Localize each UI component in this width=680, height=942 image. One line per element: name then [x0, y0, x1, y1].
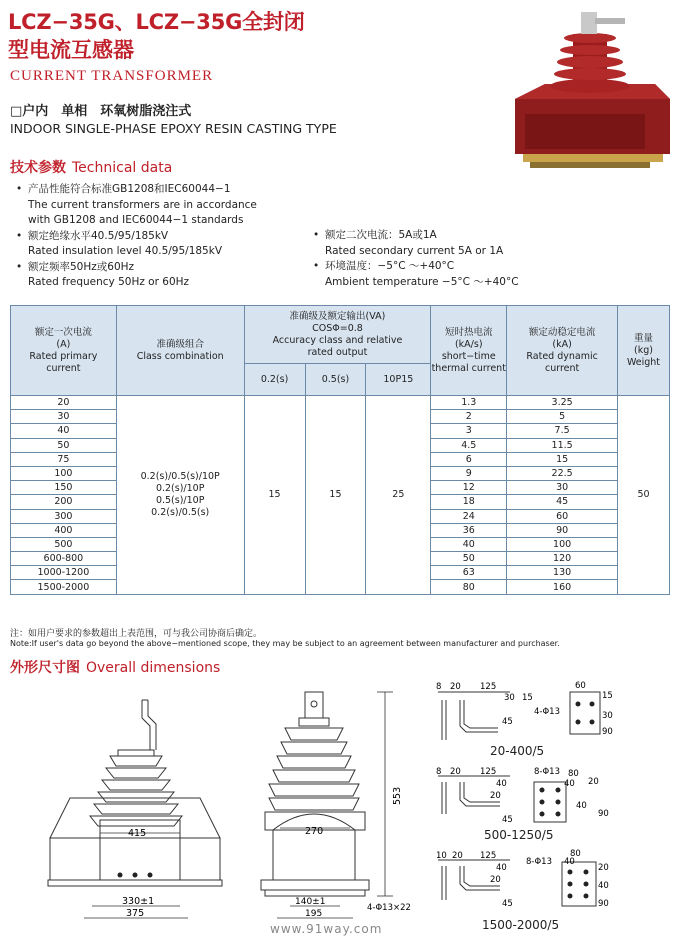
dynamic-cell: 90: [507, 523, 618, 537]
primary-current-cell: 75: [11, 452, 117, 466]
short-time-cell: 6: [431, 452, 507, 466]
svg-text:125: 125: [480, 682, 497, 692]
dim-side-553: 553: [392, 786, 403, 805]
svg-text:8-Φ13: 8-Φ13: [534, 767, 560, 777]
dims-heading: [10, 657, 220, 677]
header-short-time: 短时热电流 (kA/s) short−time thermal current: [431, 306, 507, 396]
primary-current-cell: 600-800: [11, 552, 117, 566]
short-time-cell: 18: [431, 495, 507, 509]
subtitle-chinese: □户内 单相 环氧树脂浇注式: [10, 104, 192, 119]
header-primary: 额定一次电流 (A) Rated primary current: [11, 306, 117, 396]
note-chinese: 注：如用户要求的参数超出上表范围，可与我公司协商后确定。: [10, 629, 263, 639]
tech-heading: [10, 157, 172, 177]
svg-text:125: 125: [480, 851, 497, 861]
title-line1: LCZ−35G、LCZ−35G全封闭: [8, 10, 305, 34]
short-time-cell: 12: [431, 481, 507, 495]
spec-insulation-cn: 额定绝缘水平40.5/95/185kV: [28, 229, 169, 242]
primary-current-cell: 400: [11, 523, 117, 537]
spec-ambient-en: Ambient temperature −5°C ～+40°C: [325, 275, 519, 288]
svg-text:20: 20: [490, 791, 501, 801]
dynamic-cell: 15: [507, 452, 618, 466]
terminal-detail-2: [430, 764, 610, 832]
dynamic-cell: 60: [507, 509, 618, 523]
svg-text:8: 8: [436, 767, 442, 777]
spec-frequency-en: Rated frequency 50Hz or 60Hz: [28, 276, 190, 288]
short-time-cell: 40: [431, 537, 507, 551]
dim-front-375: 375: [126, 908, 145, 919]
short-time-cell: 2: [431, 410, 507, 424]
dynamic-cell: 30: [507, 481, 618, 495]
header-class: 准确级组合 Class combination: [116, 306, 244, 396]
dim-side-holes: 4-Φ13×22: [367, 903, 411, 913]
header-out-10p: 10P15: [366, 364, 431, 396]
svg-text:15: 15: [602, 691, 613, 701]
header-accuracy: 准确级及额定输出(VA) COSΦ=0.8 Accuracy class and relative rated output: [244, 306, 431, 364]
specs-right: • 额定二次电流：5A或1A Rated secondary current 5A or 1A • 环境温度：−5°C ～+40°C Ambient temperature −5°C ～+40°C: [313, 228, 519, 290]
svg-text:80: 80: [570, 849, 581, 859]
dynamic-cell: 120: [507, 552, 618, 566]
short-time-cell: 36: [431, 523, 507, 537]
dim-side-195: 195: [305, 909, 323, 919]
class-combination-item: 0.5(s)/10P: [155, 494, 205, 506]
svg-text:45: 45: [502, 815, 513, 825]
svg-text:20: 20: [450, 682, 461, 692]
spec-frequency-cn: 额定频率50Hz或60Hz: [28, 260, 135, 273]
product-photo: [505, 4, 675, 174]
output-02-cell: 15: [244, 396, 305, 595]
svg-text:40: 40: [564, 857, 575, 867]
output-10p-cell: 25: [366, 396, 431, 595]
primary-current-cell: 1000-1200: [11, 566, 117, 580]
note-english: Note:If user's data go beyond the above−mentioned scope, they may be subject to an agreement between manufacturer and purchaser.: [10, 639, 560, 648]
svg-text:90: 90: [602, 727, 613, 737]
svg-text:20: 20: [490, 875, 501, 885]
svg-text:30: 30: [602, 711, 613, 721]
spec-standard-cn: 产品性能符合标准GB1208和IEC60044−1: [28, 183, 231, 195]
header-out-02: 0.2(s): [244, 364, 305, 396]
dynamic-cell: 11.5: [507, 438, 618, 452]
dims-heading-en: Overall dimensions: [86, 660, 221, 676]
output-05-cell: 15: [305, 396, 366, 595]
primary-current-cell: 500: [11, 537, 117, 551]
weight-cell: 50: [618, 396, 670, 595]
spec-standard-en2: with GB1208 and IEC60044−1 standards: [28, 214, 244, 226]
svg-text:15: 15: [522, 693, 533, 703]
subtitle-english: INDOOR SINGLE-PHASE EPOXY RESIN CASTING TYPE: [10, 121, 337, 136]
tech-heading-cn: 技术参数: [10, 160, 66, 176]
svg-text:8: 8: [436, 682, 442, 692]
watermark: www.91way.com: [270, 922, 383, 936]
dynamic-cell: 45: [507, 495, 618, 509]
side-view-drawing: [255, 688, 420, 924]
class-combination-cell: [116, 396, 244, 595]
dynamic-cell: 100: [507, 537, 618, 551]
short-time-cell: 1.3: [431, 396, 507, 410]
dynamic-cell: 22.5: [507, 466, 618, 480]
primary-current-cell: 40: [11, 424, 117, 438]
spec-ambient-cn: 环境温度：−5°C ～+40°C: [325, 260, 455, 272]
terminal-label-1: 20-400/5: [490, 744, 545, 758]
short-time-cell: 24: [431, 509, 507, 523]
svg-text:20: 20: [450, 767, 461, 777]
svg-text:90: 90: [598, 809, 609, 819]
svg-text:60: 60: [575, 681, 586, 691]
svg-text:45: 45: [502, 899, 513, 909]
class-combination-item: 0.2(s)/0.5(s): [151, 506, 210, 518]
short-time-cell: 9: [431, 466, 507, 480]
primary-current-cell: 150: [11, 481, 117, 495]
terminal-label-2: 500-1250/5: [484, 828, 554, 842]
short-time-cell: 50: [431, 552, 507, 566]
svg-text:40: 40: [576, 801, 587, 811]
header-out-05: 0.5(s): [305, 364, 366, 396]
table-row: [11, 396, 670, 410]
svg-text:40: 40: [564, 779, 575, 789]
specs-left: • 产品性能符合标准GB1208和IEC60044−1 The current transformers are in accordance with GB1208 and IEC60044−1 standards • 额定绝缘水平40.5/95/185kV Rated insulation level 40.5/95/185kV • 额定频率50Hz或60Hz Rated frequency 50Hz or 60Hz: [16, 182, 257, 291]
short-time-cell: 63: [431, 566, 507, 580]
class-combination-item: 0.2(s)/0.5(s)/10P: [140, 470, 220, 482]
svg-text:10: 10: [436, 851, 447, 861]
terminal-label-3: 1500-2000/5: [482, 918, 560, 932]
dims-heading-cn: 外形尺寸图: [10, 660, 80, 676]
ratings-table: [10, 305, 670, 595]
short-time-cell: 80: [431, 580, 507, 594]
primary-current-cell: 20: [11, 396, 117, 410]
primary-current-cell: 30: [11, 410, 117, 424]
short-time-cell: 3: [431, 424, 507, 438]
primary-current-cell: 1500-2000: [11, 580, 117, 594]
short-time-cell: 4.5: [431, 438, 507, 452]
svg-text:20: 20: [598, 863, 609, 873]
svg-text:80: 80: [568, 769, 579, 779]
svg-text:40: 40: [496, 779, 507, 789]
svg-text:4-Φ13: 4-Φ13: [534, 707, 560, 717]
primary-current-cell: 50: [11, 438, 117, 452]
tech-heading-en: Technical data: [72, 160, 173, 176]
svg-text:125: 125: [480, 767, 497, 777]
dim-side-140: 140±1: [295, 897, 326, 907]
header-weight: 重量 (kg) Weight: [618, 306, 670, 396]
svg-text:40: 40: [496, 863, 507, 873]
svg-text:8-Φ13: 8-Φ13: [526, 857, 552, 867]
dynamic-cell: 160: [507, 580, 618, 594]
spec-standard-en1: The current transformers are in accordance: [28, 198, 257, 211]
dynamic-cell: 130: [507, 566, 618, 580]
dim-front-415: 415: [128, 828, 147, 839]
svg-text:30: 30: [504, 693, 515, 703]
primary-current-cell: 100: [11, 466, 117, 480]
svg-text:90: 90: [598, 899, 609, 909]
terminal-detail-3: [430, 848, 610, 916]
title-line2: 型电流互感器: [8, 38, 134, 62]
spec-insulation-en: Rated insulation level 40.5/95/185kV: [28, 245, 223, 257]
svg-text:45: 45: [502, 717, 513, 727]
header-dynamic: 额定动稳定电流 (kA) Rated dynamic current: [507, 306, 618, 396]
dynamic-cell: 3.25: [507, 396, 618, 410]
class-combination-item: 0.2(s)/10P: [155, 482, 205, 494]
svg-text:20: 20: [588, 777, 599, 787]
front-view-drawing: [40, 688, 230, 924]
title-english: CURRENT TRANSFORMER: [10, 68, 214, 84]
dim-front-330: 330±1: [122, 896, 155, 907]
svg-text:40: 40: [598, 881, 609, 891]
dynamic-cell: 5: [507, 410, 618, 424]
dim-side-270: 270: [305, 826, 324, 837]
svg-text:20: 20: [452, 851, 463, 861]
dynamic-cell: 7.5: [507, 424, 618, 438]
spec-secondary-en: Rated secondary current 5A or 1A: [325, 244, 504, 257]
primary-current-cell: 300: [11, 509, 117, 523]
spec-secondary-cn: 额定二次电流：5A或1A: [325, 229, 437, 241]
primary-current-cell: 200: [11, 495, 117, 509]
